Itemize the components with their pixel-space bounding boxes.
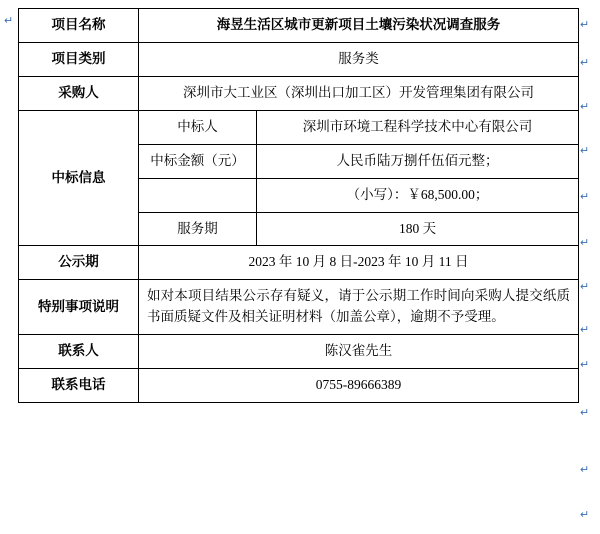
- table-row: [19, 76, 579, 110]
- paragraph-mark-icon: ↵: [580, 237, 590, 249]
- table-row: [19, 42, 579, 76]
- row-label-project-category: 项目类别: [19, 42, 139, 76]
- row-label-special-note: 特别事项说明: [19, 280, 139, 335]
- paragraph-mark-icon: ↵: [580, 324, 590, 336]
- paragraph-mark-icon: ↵: [580, 191, 590, 203]
- row-value-contact-phone: 0755-89666389: [139, 369, 579, 403]
- row-value-project-category: 服务类: [139, 42, 579, 76]
- row-label-project-name: 项目名称: [19, 9, 139, 43]
- row-value-project-name: 海昱生活区城市更新项目土壤污染状况调查服务: [139, 9, 579, 43]
- paragraph-mark-icon: ↵: [580, 464, 590, 476]
- paragraph-mark-icon: ↵: [580, 509, 590, 521]
- row-value-service-period: 180 天: [257, 212, 579, 246]
- paragraph-mark-icon: ↵: [580, 101, 590, 113]
- row-value-bid-amount-figures: （小写）：￥68,500.00；: [257, 178, 579, 212]
- table-row: [19, 280, 579, 335]
- paragraph-mark-icon: ↵: [580, 407, 590, 419]
- document-page: [0, 8, 600, 534]
- row-label-contact-phone: 联系电话: [19, 369, 139, 403]
- sub-label-bid-amount: 中标金额（元）: [139, 144, 257, 178]
- row-value-bid-winner: 深圳市环境工程科学技术中心有限公司: [257, 110, 579, 144]
- bid-result-table: [18, 8, 579, 403]
- row-label-bid-info: 中标信息: [19, 110, 139, 246]
- paragraph-mark-icon: ↵: [580, 281, 590, 293]
- row-label-publicity-period: 公示期: [19, 246, 139, 280]
- paragraph-mark-icon: ↵: [580, 145, 590, 157]
- table-row: [19, 9, 579, 43]
- row-value-purchaser: 深圳市大工业区（深圳出口加工区）开发管理集团有限公司: [139, 76, 579, 110]
- table-row: [19, 335, 579, 369]
- paragraph-mark-icon: ↵: [4, 15, 14, 27]
- paragraph-mark-icon: ↵: [580, 19, 590, 31]
- sub-label-service-period: 服务期: [139, 212, 257, 246]
- sub-label-bid-amount-empty: [139, 178, 257, 212]
- row-value-contact-person: 陈汉雀先生: [139, 335, 579, 369]
- table-row: [19, 110, 579, 144]
- row-label-contact-person: 联系人: [19, 335, 139, 369]
- paragraph-mark-icon: ↵: [580, 57, 590, 69]
- row-label-purchaser: 采购人: [19, 76, 139, 110]
- table-row: [19, 369, 579, 403]
- paragraph-marks-column: [580, 8, 594, 534]
- row-value-special-note: 如对本项目结果公示存有疑义，请于公示期工作时间向采购人提交纸质书面质疑文件及相关证明材料（加盖公章），逾期不予受理。: [139, 280, 579, 335]
- paragraph-mark-icon: ↵: [580, 359, 590, 371]
- row-value-publicity-period: 2023 年 10 月 8 日-2023 年 10 月 11 日: [139, 246, 579, 280]
- sub-label-bid-winner: 中标人: [139, 110, 257, 144]
- row-value-bid-amount-words: 人民币陆万捌仟伍佰元整；: [257, 144, 579, 178]
- table-row: [19, 246, 579, 280]
